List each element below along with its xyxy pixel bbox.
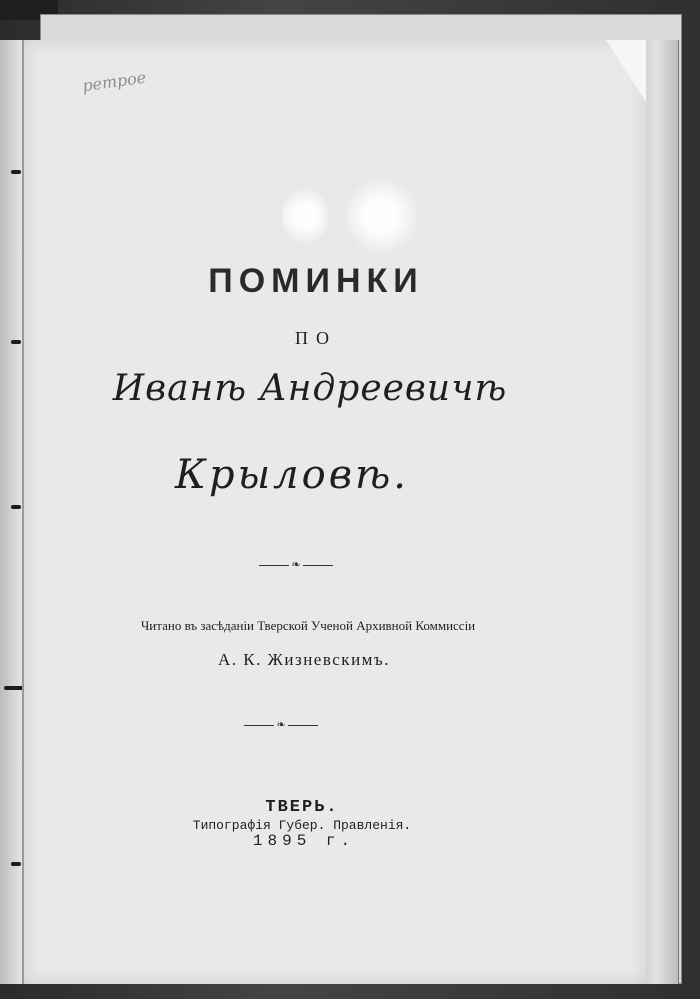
- surname-line: Крыловѣ.: [175, 452, 409, 498]
- preposition: ПО: [295, 328, 337, 348]
- ornament-divider: [236, 718, 326, 731]
- binding-stitch: [11, 170, 21, 174]
- page-right-edge: [642, 40, 679, 984]
- ornament-icon: ❧: [291, 559, 301, 571]
- binding-stitch: [11, 862, 21, 866]
- paper-stain: [282, 186, 328, 246]
- folded-corner: [606, 40, 646, 102]
- handwritten-note: ретрое: [80, 67, 148, 96]
- title: ПОМИНКИ: [208, 262, 424, 300]
- imprint-city: ТВЕРЬ.: [265, 798, 339, 817]
- ornament-rule: [288, 725, 318, 726]
- name-line: Иванѣ Андреевичѣ: [112, 368, 508, 409]
- ornament-rule: [259, 565, 289, 566]
- book-spine: [0, 40, 22, 984]
- read-line: Читано въ засѣданіи Тверской Ученой Архивной Коммиссіи: [140, 618, 476, 633]
- binding-stitch: [11, 340, 21, 344]
- ornament-rule: [244, 725, 274, 726]
- ornament-icon: ❧: [276, 719, 286, 731]
- ornament-divider: [256, 558, 336, 571]
- paper-stain: [346, 178, 416, 254]
- imprint-printer: Типографія Губер. Правленія.: [192, 818, 412, 833]
- author: А. К. Жизневскимъ.: [218, 650, 390, 669]
- imprint-year: 1895 г.: [252, 832, 356, 850]
- ornament-rule: [303, 565, 333, 566]
- binding-stitch: [11, 505, 21, 509]
